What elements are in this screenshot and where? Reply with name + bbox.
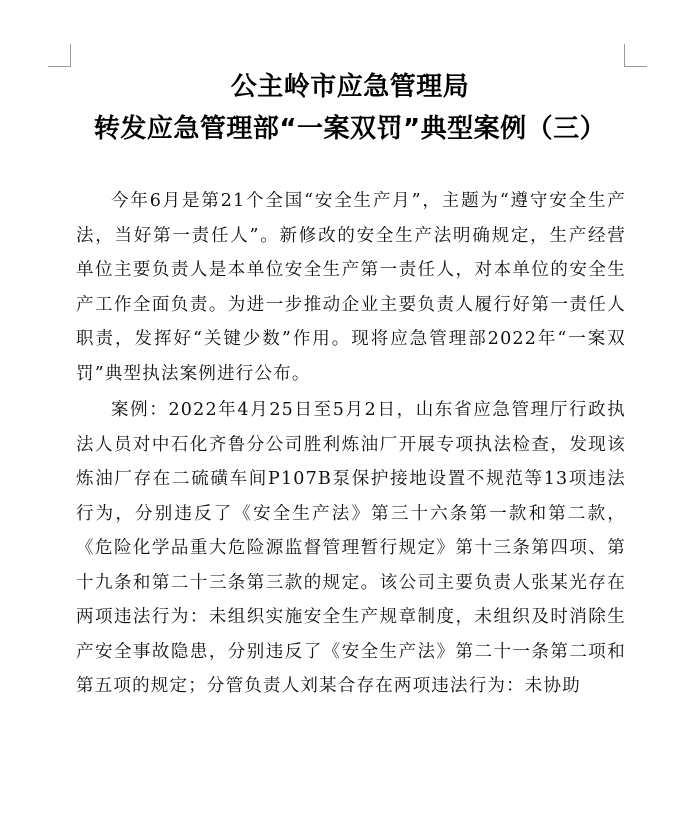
document-title-line-2: 转发应急管理部“一案双罚”典型案例（三）	[93, 114, 607, 144]
document-body	[76, 184, 626, 706]
document-title-line-1: 公主岭市应急管理局	[230, 72, 470, 102]
margin-corner-mark-top-left	[48, 44, 71, 67]
body-paragraph-intro: 今年6月是第21个全国“安全生产月”，主题为“遵守安全生产法，当好第一责任人”。新修改的安全生产法明确规定，生产经营单位主要负责人是本单位安全生产第一责任人，对本单位的安全生产工作全面负责。为进一步推动企业主要负责人履行好第一责任人职责，发挥好“关键少数”作用。现将应急管理部2022年“一案双罚”典型执法案例进行公布。	[76, 191, 626, 384]
margin-corner-mark-top-right	[624, 44, 647, 67]
body-paragraph-case: 案例：2022年4月25日至5月2日，山东省应急管理厅行政执法人员对中石化齐鲁分公司胜利炼油厂开展专项执法检查，发现该炼油厂存在二硫磺车间P107B泵保护接地设置不规范等13项违法行为，分别违反了《安全生产法》第三十六条第一款和第二款，《危险化学品重大危险源监督管理暂行规定》第十三条第四项、第十九条和第二十三条第三款的规定。该公司主要负责人张某光存在两项违法行为：未组织实施安全生产规章制度，未组织及时消除生产安全事故隐患，分别违反了《安全生产法》第二十一条第二项和第五项的规定；分管负责人刘某合存在两项违法行为：未协助	[76, 400, 626, 696]
